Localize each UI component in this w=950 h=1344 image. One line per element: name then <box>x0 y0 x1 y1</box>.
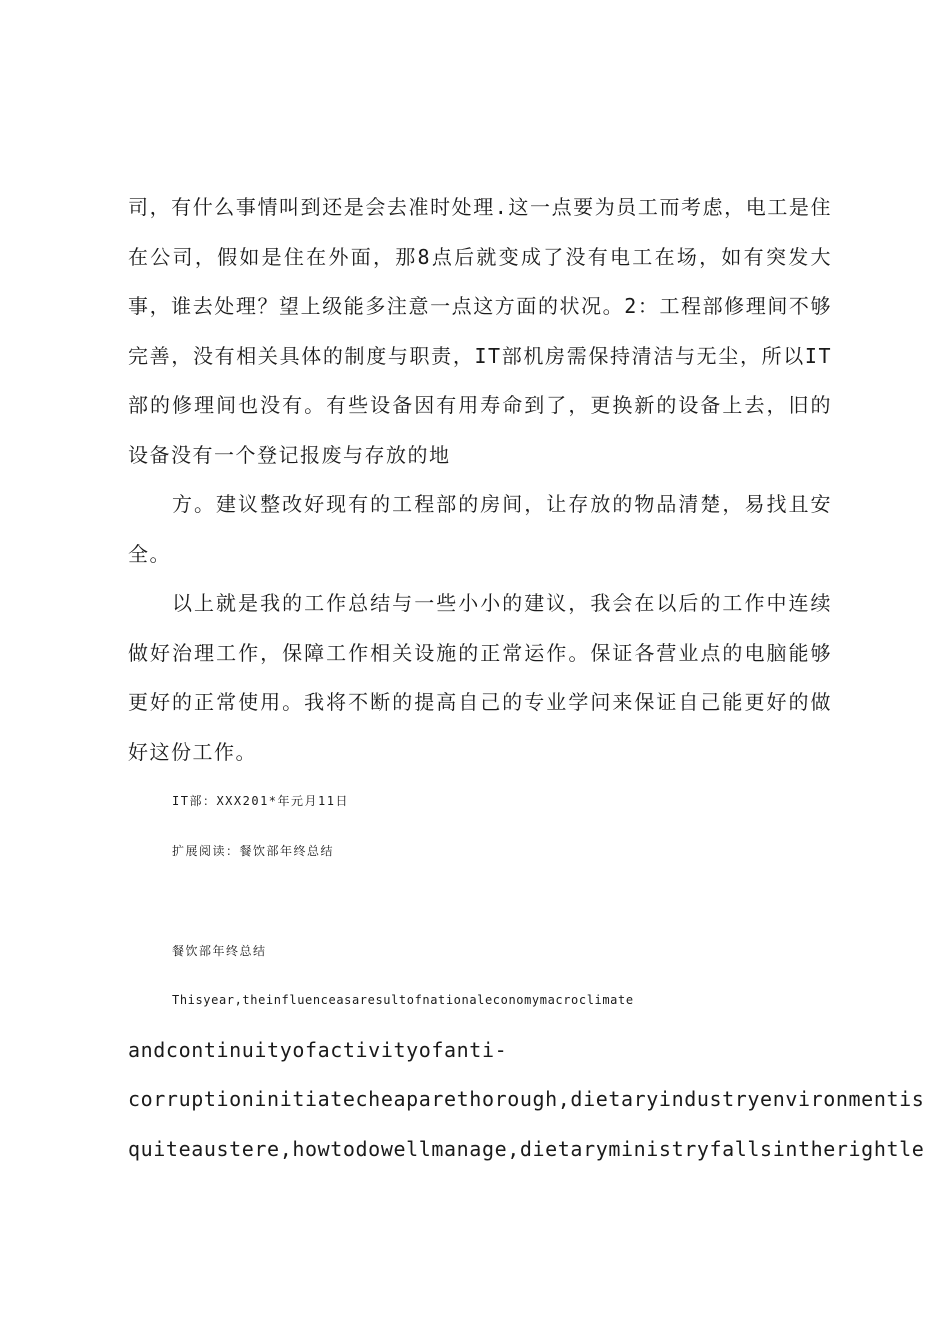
paragraph-suggestion: 方。建议整改好现有的工程部的房间，让存放的物品清楚，易找且安全。 <box>128 492 832 566</box>
english-text-line: quiteaustere,howtodowellmanage,dietaryministryfallsintherightle <box>128 1137 925 1161</box>
paragraph-conclusion: 以上就是我的工作总结与一些小小的建议，我会在以后的工作中连续做好治理工作，保障工作相关设施的正常运作。保证各营业点的电脑能够更好的正常使用。我将不断的提高自己的专业学问来保证自己能更好的做好这份工作。 <box>128 591 832 764</box>
english-text-line: corruptioninitiatecheaparethorough,dietaryindustryenvironmentis <box>128 1087 925 1111</box>
signature-line: IT部：XXX201*年元月11日 <box>172 794 349 808</box>
section-title: 餐饮部年终总结 <box>172 944 267 958</box>
english-text-line: andcontinuityofactivityofanti- <box>128 1038 508 1062</box>
paragraph-continuation: 司，有什么事情叫到还是会去准时处理.这一点要为员工而考虑，电工是住在公司，假如是住在外面，那8点后就变成了没有电工在场，如有突发大事，谁去处理？望上级能多注意一点这方面的状况。2：工程部修理间不够完善，没有相关具体的制度与职责，IT部机房需保持清洁与无尘，所以IT部的修理间也没有。有些设备因有用寿命到了，更换新的设备上去，旧的设备没有一个登记报废与存放的地 <box>128 195 832 467</box>
english-text-line: Thisyear,theinfluenceasaresultofnationaleconomymacroclimate <box>172 993 634 1007</box>
extended-reading-line: 扩展阅读：餐饮部年终总结 <box>172 844 335 858</box>
